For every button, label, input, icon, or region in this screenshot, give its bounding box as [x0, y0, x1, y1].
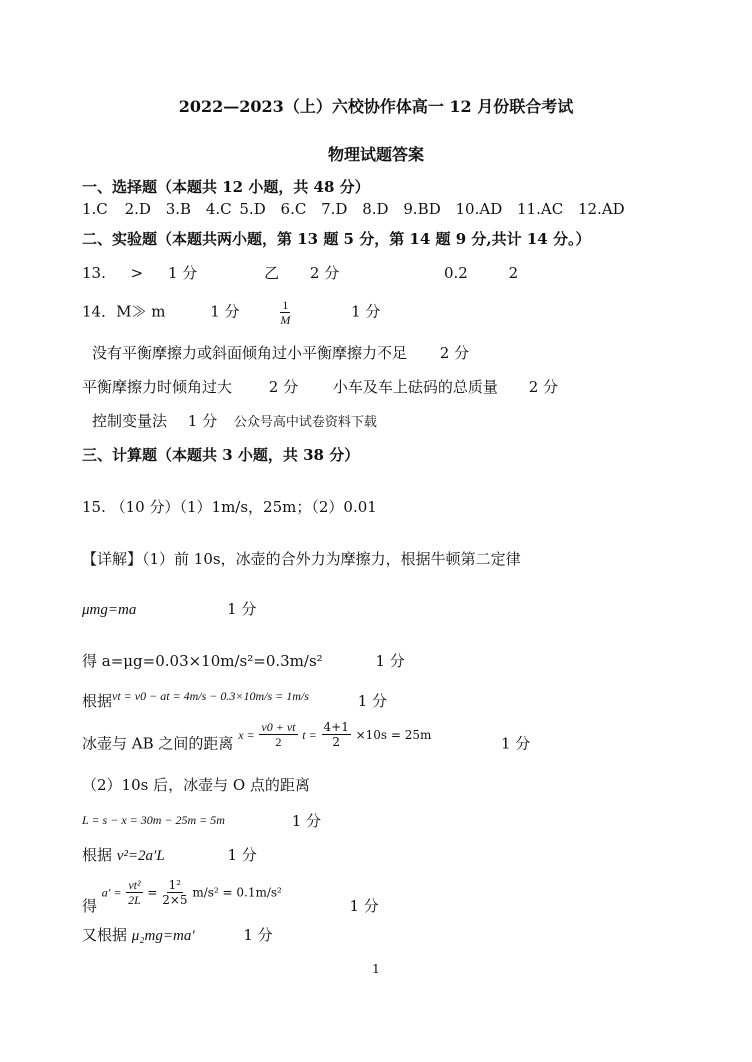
q14-number: 14．M≫ m [82, 302, 166, 321]
section2-heading: 二、实验题（本题共两小题，第 13 题 5 分，第 14 题 9 分,共计 14 分。） [82, 230, 591, 248]
q13-score-1: 1 分 [168, 264, 198, 282]
eq7-frac2-den: 2×5 [162, 893, 188, 907]
q14-reason-2: 平衡摩擦力时倾角过大 [82, 378, 233, 396]
eq4-frac1-den: 2 [275, 735, 282, 749]
answer-7: 7.D [321, 200, 348, 218]
eq5: L = s − x = 30m − 25m = 5m [82, 813, 225, 827]
eq7-score: 1 分 [349, 896, 379, 915]
choice-answers [82, 200, 625, 218]
eq4-frac2-num: 4+1 [323, 720, 349, 734]
answer-6: 6.C [280, 200, 307, 218]
answer-8: 8.D [362, 200, 389, 218]
q13-score-2: 2 分 [309, 264, 340, 282]
q14-line-4 [92, 410, 377, 431]
eq4-frac1-num: v0 + vt [261, 720, 296, 734]
eq4-frac2-den: 2 [332, 735, 340, 749]
eq3-score: 1 分 [357, 692, 388, 710]
eq1-line [82, 598, 256, 619]
q13-answer-2: 乙 [264, 264, 280, 282]
q14-reason-1: 没有平衡摩擦力或斜面倾角过小平衡摩擦力不足 [92, 344, 408, 362]
page-title: 2022—2023（上）六校协作体高一 12 月份联合考试 [178, 97, 574, 116]
eq2-prefix: 得 [82, 652, 102, 670]
eq4-line: 冰壶与 AB 之间的距离 $^{x =}$ $\frac{v0 + vt}{2}$ $^{t =}$ $\frac{4+1}{2}$ $^{\times 10s = 25m}$ 1 分 [82, 720, 531, 753]
q14-reason-3: 小车及车上砝码的总质量 [332, 378, 498, 396]
q14-score-1: 1 分 [210, 302, 240, 321]
eq3: vt = v0 − at = 4m/s − 0.3×10m/s = 1m/s [112, 689, 309, 703]
eq7-frac1-den: 2L [128, 893, 141, 907]
eq8-score: 1 分 [243, 926, 273, 944]
q15-title: 15. （10 分）（1）1m/s，25m；（2）0.01 [82, 498, 377, 516]
eq6-line [82, 844, 257, 865]
eq4-tail: ×10s = 25m [355, 727, 432, 742]
q14-reason-1-score: 2 分 [439, 344, 470, 362]
eq7-frac2-num: 1² [168, 878, 182, 892]
q14-fraction [280, 298, 290, 327]
answer-12: 12.AD [577, 200, 625, 218]
q13-score-3: 2 [508, 264, 519, 282]
q14-line-3 [82, 376, 558, 397]
eq2-line [82, 650, 405, 671]
eq7-frac1-num: vt² [128, 878, 141, 892]
eq7-line: 得 a′ = $\frac{\text{vt²}}{2L}$ = $\frac{\text{1²}}{2\times 5}$ m/s² = 0.1m/s² 1 分 [82, 878, 379, 915]
eq7-fraction-2 [162, 878, 187, 907]
eq4-prefix: 冰壶与 AB 之间的距离 [82, 734, 234, 753]
answer-10: 10.AD [455, 200, 503, 218]
q14-frac-numerator: 1 [282, 298, 289, 312]
eq4-fraction-1 [259, 720, 297, 749]
answer-1: 1.C [82, 200, 108, 218]
eq1-score: 1 分 [227, 600, 257, 618]
answer-11: 11.AC [517, 200, 564, 218]
page-subtitle: 物理试题答案 [327, 145, 424, 164]
answer-5: 5.D [239, 200, 266, 218]
q14-frac-denominator: M [280, 313, 291, 327]
eq8-line [82, 924, 273, 945]
q14-score-2: 1 分 [351, 302, 381, 321]
answer-4: 4.C [205, 200, 232, 218]
q14-reason-2-score: 2 分 [268, 378, 299, 396]
q15-detail: 【详解】（1）前 10s，冰壶的合外力为摩擦力，根据牛顿第二定律 [82, 550, 521, 568]
eq6-prefix: 根据 [82, 846, 117, 864]
eq3-prefix: 根据 [82, 692, 113, 710]
q13-line [82, 262, 518, 283]
eq6-score: 1 分 [227, 846, 257, 864]
q14-line-1 [82, 298, 380, 327]
answer-9: 9.BD [403, 200, 441, 218]
section1-heading: 一、选择题（本题共 12 小题，共 48 分） [82, 178, 370, 196]
q13-number: 13. [82, 264, 106, 282]
eq8: μ₂mg=ma′ [131, 928, 195, 944]
q14-reason-3-score: 2 分 [528, 378, 558, 396]
eq7-fraction-1 [126, 878, 142, 907]
q14-note: 公众号高中试卷资料下载 [233, 415, 377, 430]
part2-line: （2）10s 后，冰壶与 O 点的距离 [82, 776, 310, 794]
eq2-score: 1 分 [375, 652, 405, 670]
q13-answer-3: 0.2 [443, 264, 468, 282]
eq5-score: 1 分 [291, 812, 322, 830]
q14-method-score: 1 分 [187, 412, 218, 430]
eq1: μmg=ma [82, 602, 137, 618]
eq5-line [82, 810, 321, 831]
eq7-prefix: 得 [82, 896, 98, 915]
eq2: a=μg=0.03×10m/s²=0.3m/s² [101, 652, 323, 670]
q13-answer-1: > [130, 264, 144, 282]
section3-heading: 三、计算题（本题共 3 小题，共 38 分） [82, 446, 360, 464]
answer-2: 2.D [124, 200, 151, 218]
q14-method: 控制变量法 [92, 412, 168, 430]
eq7-tail: m/s² = 0.1m/s² [192, 885, 282, 900]
eq4-fraction-2 [322, 720, 351, 749]
eq4-score: 1 分 [501, 734, 531, 753]
eq6: v²=2a′L [116, 848, 165, 864]
q14-line-2 [92, 342, 469, 363]
answer-3: 3.B [165, 200, 192, 218]
eq3-line [82, 690, 387, 711]
page-number: 1 [372, 962, 380, 976]
eq8-prefix: 又根据 [82, 926, 132, 944]
